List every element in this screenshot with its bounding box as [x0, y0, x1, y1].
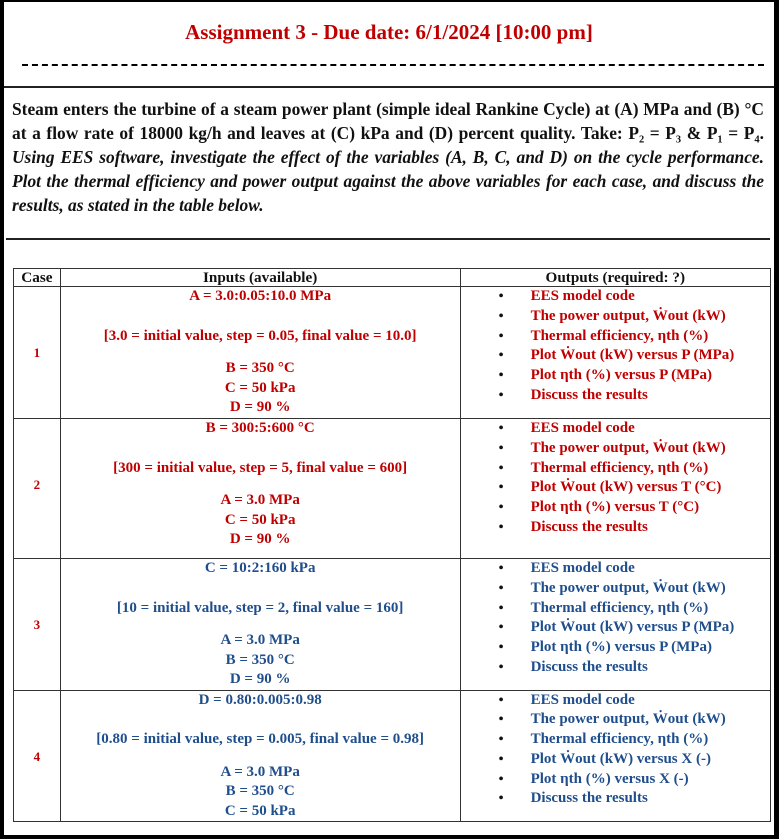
- fixed-input: D = 90 %: [229, 531, 291, 547]
- output-item: • EES model code: [461, 419, 770, 439]
- fixed-input: B = 350 °C: [225, 651, 295, 668]
- table-row: [14, 419, 771, 559]
- varied-input: A = 3.0:0.05:10.0 MPa: [189, 288, 332, 304]
- case-cell: [14, 287, 61, 419]
- fixed-input: B = 350 °C: [225, 360, 295, 376]
- varied-input: D = 0.80:0.005:0.98: [198, 691, 322, 708]
- case-number: 1: [33, 345, 41, 360]
- output-item: • Thermal efficiency, ηth (%): [461, 459, 770, 479]
- table-header-row: [14, 269, 771, 287]
- header-outputs: Outputs (required: ?): [460, 269, 770, 287]
- problem-border: [6, 238, 770, 240]
- input-range: [0.80 = initial value, step = 0.005, final value = 0.98]: [96, 731, 425, 747]
- outputs-list: [461, 691, 770, 810]
- fixed-input: A = 3.0 MPa: [220, 492, 300, 508]
- spacer: [61, 618, 460, 631]
- table-row: [14, 690, 771, 822]
- problem-statement: [12, 97, 764, 217]
- spacer: [61, 579, 460, 599]
- table-row: [14, 559, 771, 691]
- fixed-input: D = 90 %: [229, 671, 291, 687]
- inputs-cell: [60, 287, 460, 419]
- outputs-cell: [460, 690, 770, 822]
- spacer: [61, 346, 460, 359]
- output-item: • Plot Ẇout (kW) versus P (MPa): [461, 618, 770, 638]
- problem-instructions: Using EES software, investigate the effect of the variables (A, B, C, and D) on the cycle performance. Plot the thermal efficiency and power output against the above variables for each case, and discuss the results, as stated in the table below.: [12, 147, 764, 215]
- output-item: • Discuss the results: [461, 658, 770, 678]
- spacer: [61, 710, 460, 730]
- fixed-input: C = 50 kPa: [224, 802, 296, 819]
- outputs-list: [461, 559, 770, 678]
- varied-input: B = 300:5:600 °C: [205, 420, 315, 436]
- output-item: • Plot ηth (%) versus X (-): [461, 770, 770, 790]
- fixed-input: B = 350 °C: [225, 783, 295, 799]
- case-cell: [14, 419, 61, 559]
- section-border: [4, 86, 774, 88]
- output-item: • EES model code: [461, 287, 770, 307]
- output-item: • Plot Ẇout (kW) versus X (-): [461, 750, 770, 770]
- varied-input: C = 10:2:160 kPa: [204, 560, 316, 576]
- outputs-list: [461, 419, 770, 538]
- case-number: 3: [33, 617, 41, 632]
- inputs-cell: [60, 690, 460, 822]
- fixed-input: A = 3.0 MPa: [220, 632, 300, 648]
- spacer: [61, 478, 460, 491]
- output-item: • Plot ηth (%) versus T (°C): [461, 498, 770, 518]
- outputs-cell: [460, 419, 770, 559]
- header-case: Case: [14, 269, 61, 287]
- outputs-list: [461, 287, 770, 406]
- fixed-input: D = 90 %: [229, 399, 291, 415]
- spacer: [61, 750, 460, 763]
- output-item: • Plot Ẇout (kW) versus P (MPa): [461, 346, 770, 366]
- inputs-cell: [60, 419, 460, 559]
- assignment-title: Assignment 3 - Due date: 6/1/2024 [10:00 pm]: [185, 20, 593, 44]
- cases-table: [13, 268, 771, 822]
- spacer: [61, 439, 460, 459]
- problem-text: Steam enters the turbine of a steam power plant (simple ideal Rankine Cycle) at (A) MPa and (B) °C at a flow rate of 18000 kg/h and leaves at (C) kPa and (D) percent quality. Take: P₂ = P₃ & P₁ = P₄.: [12, 99, 764, 143]
- case-number: 2: [33, 477, 41, 492]
- output-item: • The power output, Ẇout (kW): [461, 307, 770, 327]
- fixed-input: C = 50 kPa: [224, 511, 296, 528]
- input-range: [3.0 = initial value, step = 0.05, final value = 10.0]: [103, 327, 417, 344]
- output-item: • Plot ηth (%) versus P (MPa): [461, 638, 770, 658]
- case-cell: [14, 559, 61, 691]
- spacer: [61, 307, 460, 327]
- inputs-cell: [60, 559, 460, 691]
- output-item: • Thermal efficiency, ηth (%): [461, 327, 770, 347]
- outputs-cell: [460, 559, 770, 691]
- output-item: • EES model code: [461, 559, 770, 579]
- output-item: • The power output, Ẇout (kW): [461, 439, 770, 459]
- output-item: • Thermal efficiency, ηth (%): [461, 730, 770, 750]
- input-range: [300 = initial value, step = 5, final value = 600]: [113, 459, 408, 476]
- fixed-input: C = 50 kPa: [224, 379, 296, 396]
- output-item: • The power output, Ẇout (kW): [461, 710, 770, 730]
- output-item: • Plot Ẇout (kW) versus T (°C): [461, 478, 770, 498]
- header-inputs: Inputs (available): [60, 269, 460, 287]
- table-body: [14, 287, 771, 822]
- table-row: [14, 287, 771, 419]
- case-cell: [14, 690, 61, 822]
- fixed-input: A = 3.0 MPa: [220, 763, 300, 780]
- output-item: • EES model code: [461, 691, 770, 711]
- output-item: • The power output, Ẇout (kW): [461, 579, 770, 599]
- output-item: • Discuss the results: [461, 386, 770, 406]
- dashed-divider: [22, 64, 764, 66]
- outputs-cell: [460, 287, 770, 419]
- input-range: [10 = initial value, step = 2, final value = 160]: [116, 599, 404, 616]
- output-item: • Plot ηth (%) versus P (MPa): [461, 366, 770, 386]
- case-number: 4: [33, 748, 41, 764]
- output-item: • Discuss the results: [461, 518, 770, 538]
- output-item: • Discuss the results: [461, 789, 770, 809]
- output-item: • Thermal efficiency, ηth (%): [461, 599, 770, 619]
